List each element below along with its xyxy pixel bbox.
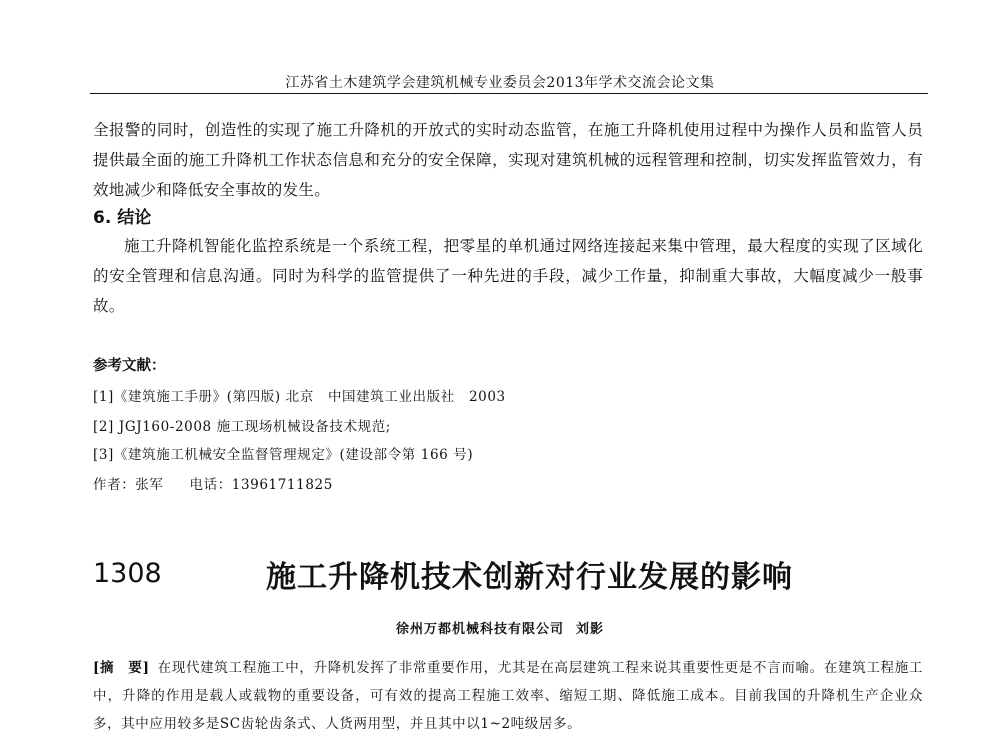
abstract-label: [摘 要] xyxy=(93,660,150,676)
affiliation-line xyxy=(0,618,1000,637)
reference-item: [3]《建筑施工机械安全监督管理规定》(建设部令第 166 号) xyxy=(93,447,474,463)
reference-item: [1]《建筑施工手册》(第四版) 北京 中国建筑工业出版社 2003 xyxy=(93,389,506,405)
section-heading: 6. 结论 xyxy=(93,208,152,228)
running-header: 江苏省土木建筑学会建筑机械专业委员会2013年学术交流会论文集 xyxy=(285,75,715,91)
references-heading: 参考文献： xyxy=(93,358,166,374)
reference-item: [2] JGJ160-2008 施工现场机械设备技术规范; xyxy=(93,419,391,435)
conclusion-paragraph: 施工升降机智能化监控系统是一个系统工程，把零星的单机通过网络连接起来集中管理，最大程度的实现了区域化的安全管理和信息沟通。同时为科学的监管提供了一种先进的手段，减少工作量，抑制重大事故，大幅度减少一般事故。 xyxy=(93,237,923,315)
article-title: 施工升降机技术创新对行业发展的影响 xyxy=(266,560,793,595)
abstract-text: 在现代建筑工程施工中，升降机发挥了非常重要作用，尤其是在高层建筑工程来说其重要性更是不言而喻。在建筑工程施工中，升降的作用是载人或载物的重要设备，可有效的提高工程施工效率、缩短工期、降低施工成本。目前我国的升降机生产企业众多，其中应用较多是SC齿轮齿条式、人货两用型，并且其中以1~2吨级居多。 xyxy=(93,660,923,732)
affiliation: 徐州万都机械科技有限公司 xyxy=(395,622,564,637)
abstract xyxy=(93,654,923,738)
author-phone: 电话：13961711825 xyxy=(189,477,333,493)
author-name: 作者：张军 xyxy=(93,477,164,493)
header-rule xyxy=(90,93,928,94)
article-author: 刘影 xyxy=(576,622,605,637)
author-contact-line xyxy=(93,473,333,493)
body-paragraph: 全报警的同时，创造性的实现了施工升降机的开放式的实时动态监管，在施工升降机使用过程中为操作人员和监管人员提供最全面的施工升降机工作状态信息和充分的安全保障，实现对建筑机械的远程管理和控制，切实发挥监管效力，有效地减少和降低安全事故的发生。 xyxy=(93,121,923,199)
article-number: 1308 xyxy=(93,558,162,589)
